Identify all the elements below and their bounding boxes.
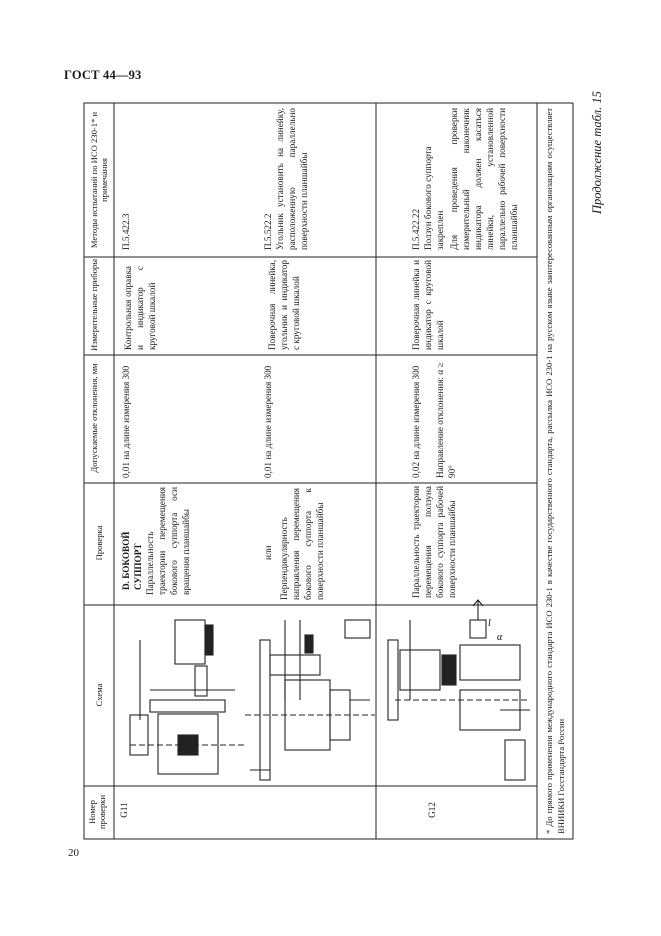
page-number: 20 [68,847,79,859]
method-g11-text: Угольник установить на линейку, расположенную параллельно поверхности планшайбы [275,108,309,250]
method-g11-ref2: П.5.522.2 [263,213,273,250]
row-number-g12: G12 [427,802,437,818]
scheme-g11-upper [130,620,245,774]
instruments-g12: Поверочная линейка и индикатор с круговой шкалой [411,260,445,350]
check-g11-or: или [263,545,273,560]
method-g11-ref1: П.5.422.3 [121,213,131,250]
tolerance-g12-direction: Направление отклонения: α ≥ 90° [435,362,457,478]
check-g11-part1: Параллельность траектории перемещения бокового суппорта оси вращения планшайбы [145,487,191,595]
header-check: Проверка [94,525,104,561]
tolerance-g12: 0,02 на длине измерения 300 [411,365,421,478]
check-g11-part2: Перпендикулярность направления перемещения бокового суппорта к поверхности планшайбы [279,488,325,600]
scheme-g12 [388,600,530,780]
header-scheme: Схема [94,683,104,707]
header-tolerance: Допускаемые отклонения, мм [89,363,99,473]
footnote: * До прямого применения международного стандарта ИСО 230-1 в качестве государственного стандарта, рассылка ИСО 230-1 на русском языке заинтересованным организациям осуществляет ВНИИКИ Госстандарта России [544,108,566,834]
section-heading: D. БОКОВОЙ СУППОРТ [121,531,143,590]
instruments-g11-part2: Поверочная линейка, угольник и индикатор с круговой шкалой [267,260,301,350]
scheme-label-alpha: α [497,632,503,643]
continuation-title: Продолжение табл. 15 [590,91,604,214]
method-g12-text1: Ползун бокового суппорта закреплен [423,146,445,250]
header-methods: Методы испытаний по ИСО 230-1* и примечания [89,111,109,249]
header-check-number: Номер проверки [87,794,107,830]
method-g12-text2: Для проведения проверки измерительный наконечник индикатора должен касаться линейки, установленной параллельно рабочей поверхности планшайбы [449,108,519,250]
method-g12-ref: П.5.422.22 [411,208,421,250]
scheme-g11-lower [245,620,375,780]
header-instruments: Измерительные приборы [89,259,99,351]
row-number-g11: G11 [119,802,129,818]
check-g12: Параллельность траектории перемещения ползуна бокового суппорта рабочей поверхности планшайбы [411,486,457,598]
scheme-label-l: l [488,618,491,629]
instruments-g11-part1: Контрольная оправка и индикатор с круговой шкалой [123,266,157,350]
doc-code: ГОСТ 44—93 [64,68,142,82]
tolerance-g11-part1: 0,01 на длине измерения 300 [121,365,131,478]
tolerance-g11-part2: 0,01 на длине измерения 300 [263,365,273,478]
